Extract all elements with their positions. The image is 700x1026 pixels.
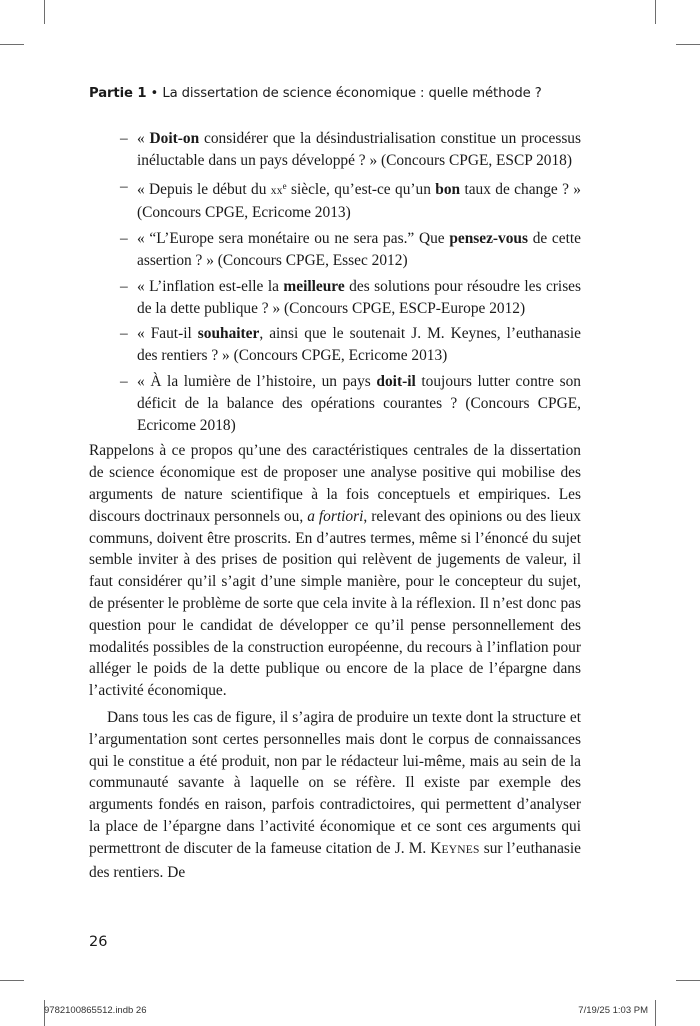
header-bullet: • (150, 86, 159, 101)
dash-marker: – (120, 230, 128, 248)
running-header (89, 86, 629, 101)
crop-mark (676, 44, 700, 45)
dash-marker: – (120, 277, 128, 295)
list-item: – « À la lumière de l’histoire, un pays doit-il toujours lutter contre son déficit de la balance des opérations courantes ? (Concours CPGE, Ecricome 2018) (120, 372, 582, 434)
slug-file-info: 9782100865512.indb 26 (44, 1005, 147, 1016)
body-paragraph: Rappelons à ce propos qu’une des caractéristiques centrales de la dissertation de science économique est de proposer une analyse positive qui mobilise des arguments de nature scientifique à la fois conceptuels et empiriques. Les discours doctrinaux personnels ou, a fortiori, relevant des opinions ou des lieux communs, doivent être proscrits. En d’autres termes, même si l’énoncé du sujet semble inviter à des prises de position qui relèvent de jugements de valeur, il faut considérer qu’il s’agit d’une simple manière, pour le concepteur du sujet, de présenter le problème de sorte que cela invite à la réflexion. Il n’est donc pas question pour le candidat de développer ce qu’il pense personnellement des modalités possibles de la construction européenne, du recours à l’inflation pour alléger le poids de la dette publique ou encore de la place de l’épargne dans l’activité économique. (89, 442, 581, 700)
crop-mark (655, 1000, 656, 1026)
dash-marker: – (120, 177, 128, 195)
list-item: – « Doit-on considérer que la désindustrialisation constitue un processus inéluctable dans un pays développé ? » (Concours CPGE, ESCP 2018) (120, 130, 581, 169)
list-item: – « Depuis le début du $xx^e$ siècle, qu’est-ce qu’un bon taux de change ? » (Concours CPGE, Ecricome 2013) (120, 177, 581, 222)
page-number: 26 (89, 934, 108, 950)
slug-datetime: 7/19/25 1:03 PM (578, 1005, 648, 1016)
body-paragraph: Dans tous les cas de figure, il s’agira de produire un texte dont la structure et l’argumentation sont certes personnelles mais dont le corpus de connaissances qui le constitue a été produit, non par le rédacteur lui-même, mais au sein de la communauté savante à laquelle on se réfère. Il existe par exemple des arguments fondés en raison, parfois contradictoires, qui permettent d’analyser la place de l’épargne dans l’activité économique et ce sont ces arguments qui permettront de discuter de la fameuse citation de J. M. KEYNES sur l’euthanasie des rentiers. De (89, 708, 581, 881)
list-item: – « Faut-il souhaiter, ainsi que le soutenait J. M. Keynes, l’euthanasie des rentiers ? » (Concours CPGE, Ecricome 2013) (120, 325, 581, 365)
list-item: – « “L’Europe sera monétaire ou ne sera pas.” Que pensez-vous de cette assertion ? » (Concours CPGE, Essec 2012) (120, 230, 581, 269)
chapter-title: La dissertation de science économique : quelle méthode ? (162, 86, 542, 101)
crop-mark (676, 980, 700, 981)
crop-mark (0, 44, 24, 45)
page-body (89, 128, 581, 883)
latin-phrase: a fortiori (307, 507, 364, 525)
dash-marker: – (120, 130, 128, 147)
dash-marker: – (120, 372, 128, 390)
exam-question-list (89, 128, 581, 436)
crop-mark (655, 0, 656, 24)
century-numeral: xx (270, 184, 283, 197)
list-item: – « L’inflation est-elle la meilleure des solutions pour résoudre les crises de la dette publique ? » (Concours CPGE, ESCP-Europe 2012) (120, 277, 582, 317)
crop-mark (44, 0, 45, 24)
part-label: Partie 1 (89, 86, 147, 101)
dash-marker: – (120, 325, 128, 343)
crop-mark (0, 980, 24, 981)
